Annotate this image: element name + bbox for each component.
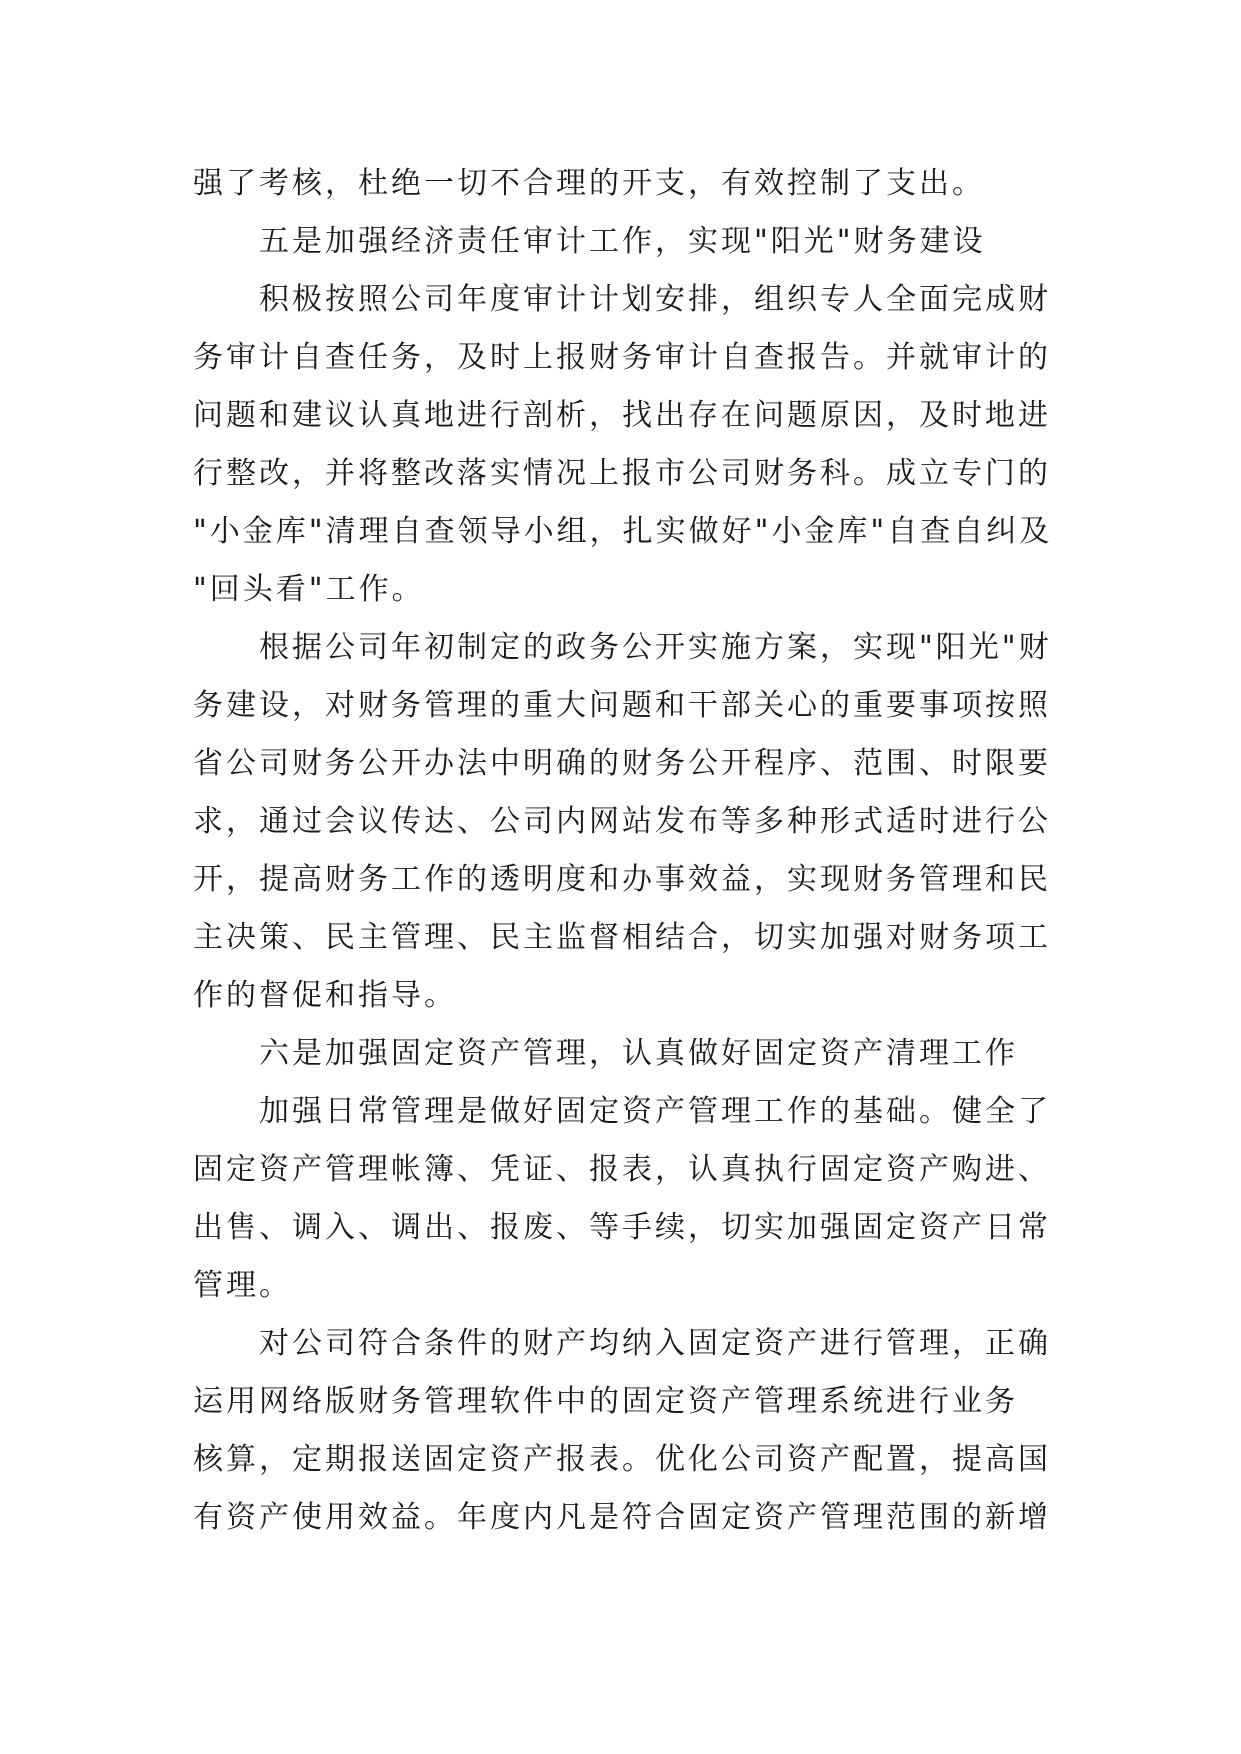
text-line: 核算，定期报送固定资产报表。优化公司资产配置，提高国 [193,1442,1051,1477]
text-line: 运用网络版财务管理软件中的固定资产管理系统进行业务 [193,1384,1018,1419]
text-line: 省公司财务公开办法中明确的财务公开程序、范围、时限要 [193,746,1051,781]
document-body [193,155,1073,1547]
text-line: 行整改，并将整改落实情况上报市公司财务科。成立专门的 [193,456,1051,491]
text-line: 出售、调入、调出、报废、等手续，切实加强固定资产日常 [193,1210,1051,1245]
text-line: 作的督促和指导。 [193,978,457,1013]
text-line: "小金库"清理自查领导小组，扎实做好"小金库"自查自纠及 [193,514,1053,549]
text-line: 问题和建议认真地进行剖析，找出存在问题原因，及时地进 [193,398,1051,433]
section-heading: 六是加强固定资产管理，认真做好固定资产清理工作 [259,1036,1018,1071]
section-heading: 五是加强经济责任审计工作，实现"阳光"财务建设 [259,224,986,259]
text-line: 对公司符合条件的财产均纳入固定资产进行管理，正确 [259,1326,1051,1361]
text-line: 求，通过会议传达、公司内网站发布等多种形式适时进行公 [193,804,1051,839]
text-line: 有资产使用效益。年度内凡是符合固定资产管理范围的新增 [193,1500,1051,1535]
text-line: 积极按照公司年度审计计划安排，组织专人全面完成财 [259,282,1051,317]
text-line: 务审计自查任务，及时上报财务审计自查报告。并就审计的 [193,340,1051,375]
text-line: "回头看"工作。 [193,572,425,607]
text-line: 主决策、民主管理、民主监督相结合，切实加强对财务项工 [193,920,1051,955]
text-line: 强了考核，杜绝一切不合理的开支，有效控制了支出。 [193,166,985,201]
text-line: 务建设，对财务管理的重大问题和干部关心的重要事项按照 [193,688,1051,723]
text-line: 加强日常管理是做好固定资产管理工作的基础。健全了 [259,1094,1051,1129]
text-line: 管理。 [193,1268,292,1303]
text-line: 开，提高财务工作的透明度和办事效益，实现财务管理和民 [193,862,1051,897]
text-line: 根据公司年初制定的政务公开实施方案，实现"阳光"财 [259,630,1052,665]
text-line: 固定资产管理帐簿、凭证、报表，认真执行固定资产购进、 [193,1152,1051,1187]
